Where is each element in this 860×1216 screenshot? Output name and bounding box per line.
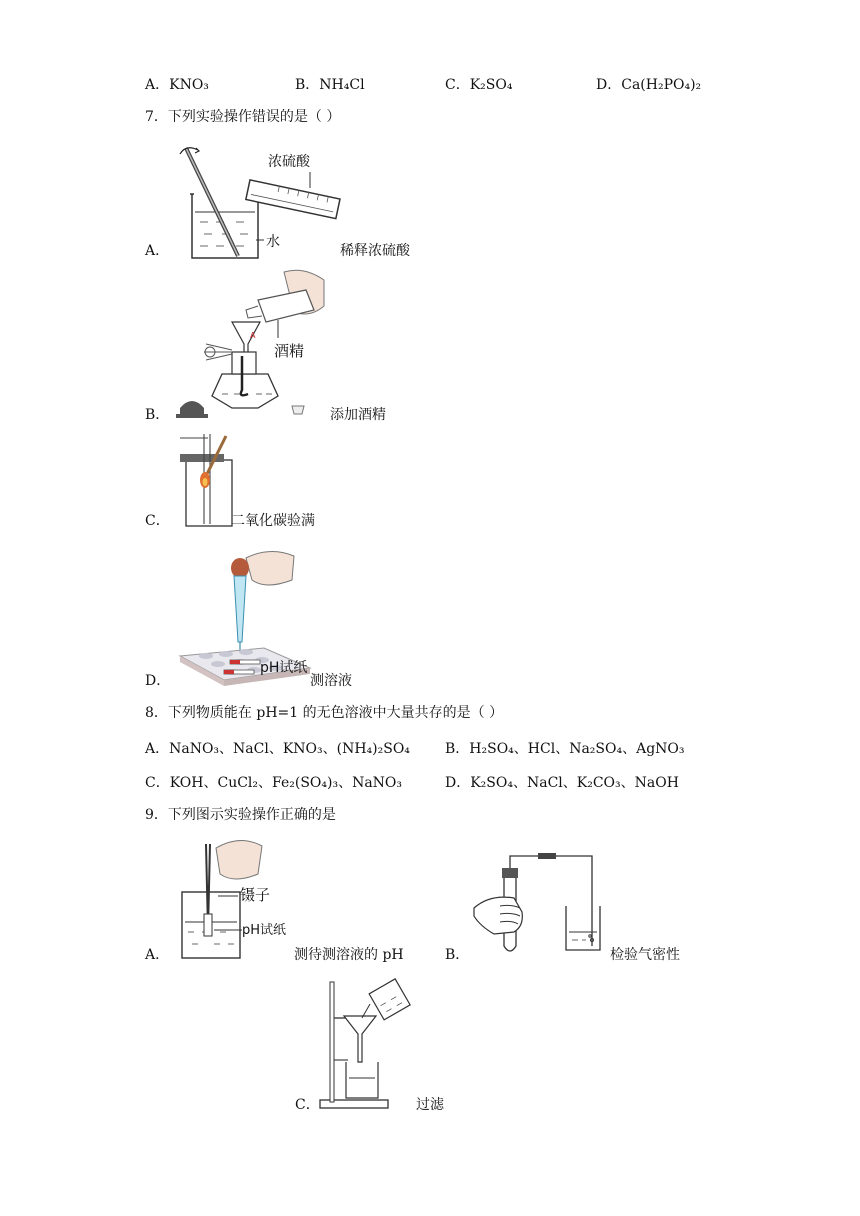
q7-option-a-caption: 稀释浓硫酸 xyxy=(340,243,410,259)
q7-option-d-caption: 测溶液 xyxy=(310,673,352,689)
co2-check-figure xyxy=(178,432,238,530)
dilute-acid-figure xyxy=(176,142,346,262)
tweezers-label: 镊子 xyxy=(240,886,271,904)
q7-option-b-letter: B． xyxy=(145,407,170,423)
q7-option-c-caption: 二氧化碳验满 xyxy=(231,513,315,529)
q9-stem: 9．下列图示实验操作正确的是 xyxy=(145,807,336,823)
q8-option-d: D．K₂SO₄、NaCl、K₂CO₃、NaOH xyxy=(445,775,679,791)
water-label: 水 xyxy=(266,234,280,250)
q7-option-c-letter: C． xyxy=(145,513,170,529)
q6-option-c xyxy=(445,76,512,94)
ph-paper-label-9a: pH试纸 xyxy=(242,923,287,938)
ph-dropper-figure xyxy=(170,544,314,688)
option-letter: D． xyxy=(596,77,622,93)
option-text: NH₄Cl xyxy=(319,77,365,93)
q6-option-b xyxy=(295,76,365,94)
q8-option-a: A．NaNO₃、NaCl、KNO₃、(NH₄)₂SO₄ xyxy=(145,741,410,757)
q9-option-c-letter: C． xyxy=(295,1097,320,1113)
option-letter: C． xyxy=(445,77,470,93)
airtightness-figure xyxy=(470,850,610,958)
q7-stem: 7．下列实验操作错误的是（ ） xyxy=(145,109,341,125)
add-alcohol-figure xyxy=(176,266,336,422)
option-text: K₂SO₄ xyxy=(469,77,513,93)
ph-paper-label: pH试纸 xyxy=(260,660,308,676)
acid-label: 浓硫酸 xyxy=(268,154,310,170)
q9-option-a-letter: A． xyxy=(145,947,170,963)
alcohol-label: 酒精 xyxy=(274,342,305,360)
q6-option-a xyxy=(145,76,209,94)
option-letter: B． xyxy=(295,77,320,93)
q9-option-b-caption: 检验气密性 xyxy=(610,947,680,963)
q7-option-d-letter: D． xyxy=(145,673,171,689)
filtration-figure xyxy=(318,978,422,1114)
q6-option-d xyxy=(596,76,701,94)
q7-option-b-caption: 添加酒精 xyxy=(330,407,386,423)
svg-text:A: A xyxy=(250,331,256,340)
q9-option-c-caption: 过滤 xyxy=(416,1097,444,1113)
option-text: KNO₃ xyxy=(169,77,209,93)
option-letter: A． xyxy=(145,77,170,93)
q9-option-b-letter: B． xyxy=(445,947,470,963)
ph-tweezers-figure xyxy=(176,834,296,962)
q7-option-a-letter: A． xyxy=(145,243,170,259)
q8-stem: 8．下列物质能在 pH=1 的无色溶液中大量共存的是（ ） xyxy=(145,705,504,721)
q8-option-c: C．KOH、CuCl₂、Fe₂(SO₄)₃、NaNO₃ xyxy=(145,775,403,791)
q8-option-b: B．H₂SO₄、HCl、Na₂SO₄、AgNO₃ xyxy=(445,741,685,757)
option-text: Ca(H₂PO₄)₂ xyxy=(621,77,702,93)
q9-option-a-caption: 测待测溶液的 pH xyxy=(294,947,404,963)
